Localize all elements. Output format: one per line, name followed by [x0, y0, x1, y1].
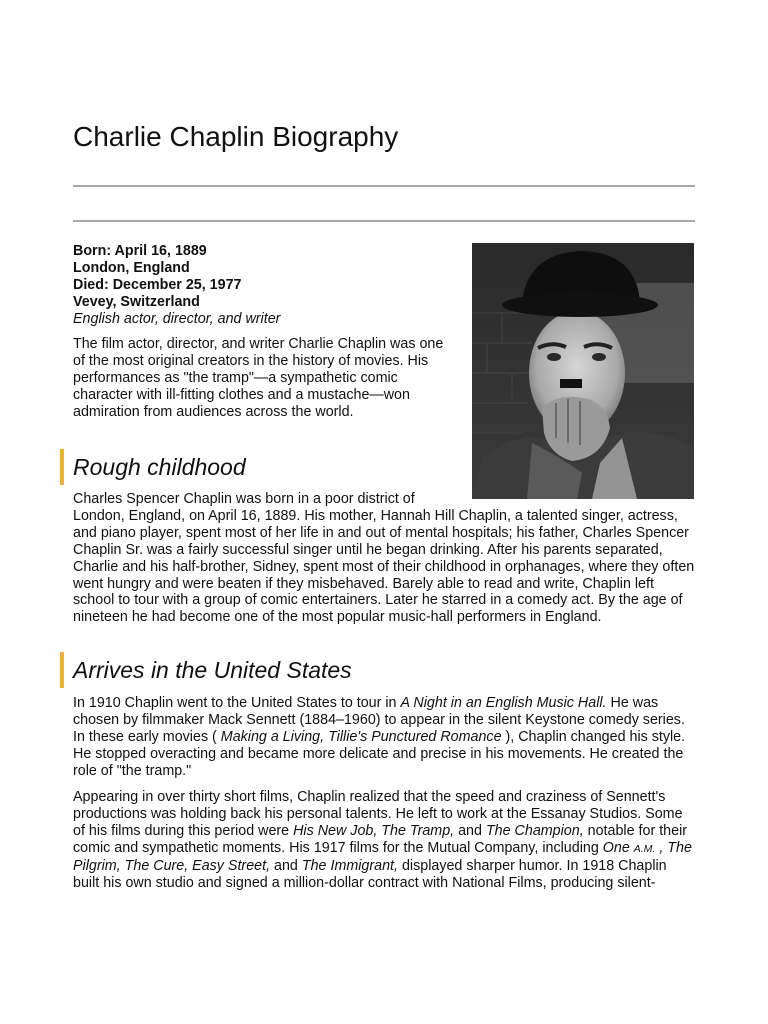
text-run: In 1910 Chaplin went to the United States to tour in [73, 695, 401, 711]
portrait-photo [472, 243, 694, 499]
film-title: The Immigrant, [301, 857, 398, 874]
section-heading-rough-childhood: Rough childhood [60, 449, 246, 485]
text-run: displayed sharper humor. In 1918 Chaplin built his own studio and signed a million-dollar contract with National Films, producing silent- [73, 857, 667, 891]
childhood-lead: Charles Spencer Chaplin was born in a poor district of [73, 491, 415, 507]
film-title: Making a Living, Tillie's Punctured Romance [220, 728, 502, 745]
divider-top [73, 185, 695, 187]
film-title: , The Pilgrim, The Cure, Easy Street, [73, 839, 692, 874]
page-title: Charlie Chaplin Biography [73, 121, 399, 152]
role-line: English actor, director, and writer [73, 310, 281, 327]
childhood-paragraph [73, 491, 695, 626]
intro-paragraph: The film actor, director, and writer Charlie Chaplin was one of the most original creators in the history of movies. His performances as "the tramp"—a sympathetic comic character with ill-fitting clothes and a mustache—won admiration from audiences across the world. [73, 336, 444, 420]
divider-bottom [73, 220, 695, 222]
film-title: The Champion, [485, 822, 584, 839]
bio-info [73, 243, 463, 328]
died-place: Vevey, Switzerland [73, 293, 200, 310]
film-title: A Night in an English Music Hall. [400, 695, 607, 711]
text-run: Appearing in over thirty short films, Chaplin realized that the speed and craziness of Sennett's productions was holding back his personal talents. He left to work at the Essanay Studios. Some of his films during this period were [73, 789, 683, 839]
arrives-paragraph-1 [73, 695, 695, 780]
text-run: ), Chaplin changed his style. He stopped overacting and became more delicate and precise in his movements. He created the role of "the tramp." [73, 728, 686, 779]
text-run: notable for their comic and sympathetic moments. His 1917 films for the Mutual Company, including [73, 822, 688, 856]
text-run: He was chosen by filmmaker Mack Sennett (1884–1960) to appear in the silent Keystone comedy series. In these early movies ( [73, 695, 685, 745]
arrives-paragraph-2 [73, 789, 695, 891]
film-title: His New Job, The Tramp, [293, 822, 455, 839]
childhood-body: London, England, on April 16, 1889. His mother, Hannah Hill Chaplin, a talented singer, actress, and piano player, spent most of her life in and out of mental hospitals; his father, Charles Spencer Chaplin Sr. was a fairly successful singer until he began drinking. After his parents separated, Charlie and his half-brother, Sidney, spent most of their childhood in orphanages, where they often went hungry and were beaten if they misbehaved. Barely able to read and write, Chaplin left school to tour with a group of comic entertainers. Later he starred in a comedy act. By the age of nineteen he had become one of the most popular music-hall performers in England. [73, 507, 695, 626]
film-title: One [602, 839, 630, 856]
section-heading-arrives: Arrives in the United States [60, 652, 352, 688]
text-run: and [454, 822, 486, 839]
born-place: London, England [73, 259, 190, 276]
died-date: Died: December 25, 1977 [73, 276, 242, 293]
film-title-smallcaps: A.M. [633, 842, 656, 855]
born-date: Born: April 16, 1889 [73, 243, 207, 259]
text-run: and [270, 857, 302, 874]
